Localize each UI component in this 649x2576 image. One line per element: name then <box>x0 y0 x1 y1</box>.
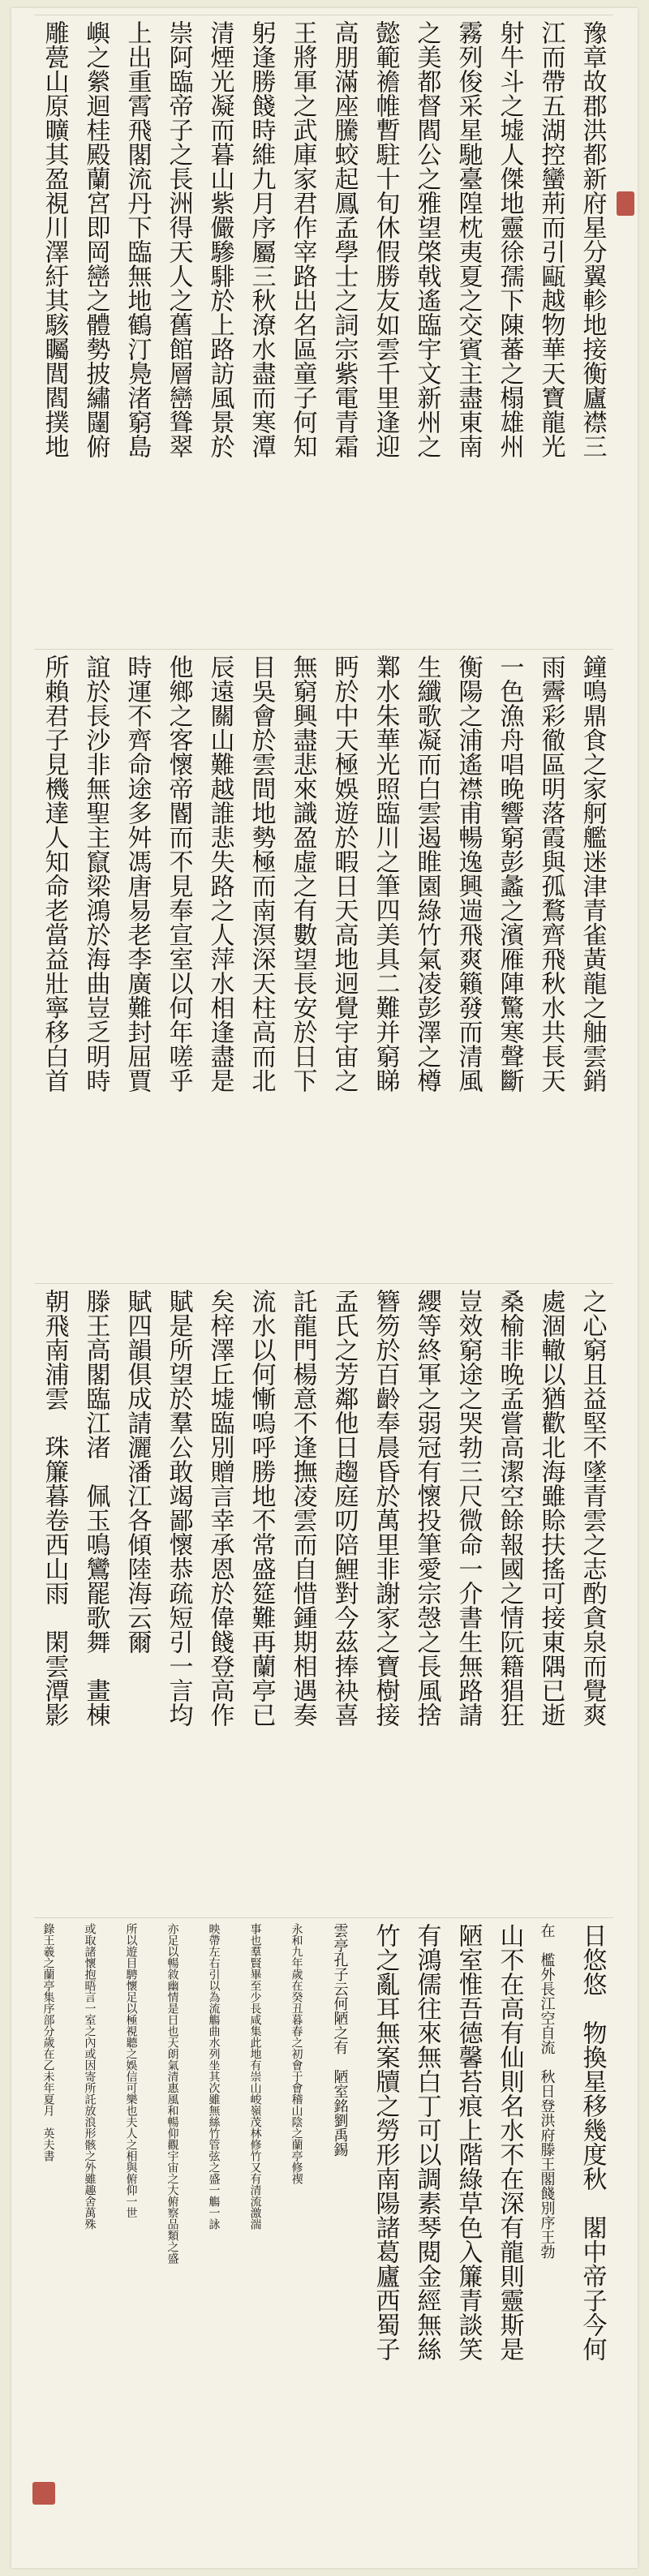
text-column: 雕甍山原曠其盈視川澤紆其駭矚閭閻撲地 <box>40 20 69 458</box>
panel-preface-part-1 <box>34 15 613 640</box>
text-column: 衡陽之浦遙襟甫暢逸興遄飛爽籟發而清風 <box>453 655 483 1093</box>
text-column: 無窮興盡悲來識盈虛之有數望長安於日下 <box>288 655 317 1093</box>
text-column: 誼於長沙非無聖主竄梁鴻於海曲豈乏明時 <box>81 655 110 1093</box>
text-column: 陋室惟吾德馨苔痕上階綠草色入簾青談笑 <box>453 1923 483 2361</box>
text-column: 所賴君子見機達人知命老當益壯寧移白首 <box>40 655 69 1093</box>
text-column: 射牛斗之墟人傑地靈徐孺下陳蕃之榻雄州 <box>495 20 524 458</box>
text-column: 鐘鳴鼎食之家舸艦迷津青雀黃龍之舳雲銷 <box>578 655 607 1093</box>
panel-preface-part-2 <box>34 649 613 1274</box>
text-column: 霧列俊采星馳臺隍枕夷夏之交賓主盡東南 <box>453 20 483 458</box>
text-column: 上出重霄飛閣流丹下臨無地鶴汀鳧渚窮島 <box>122 20 152 458</box>
text-column: 嶼之縈迴桂殿蘭宮即岡巒之體勢披繡闥俯 <box>81 20 110 458</box>
text-column: 孟氏之芳鄰他日趨庭叨陪鯉對今茲捧袂喜 <box>329 1289 359 1727</box>
text-column: 亦足以暢敘幽情是日也天朗氣清惠風和暢仰觀宇宙之大俯察品類之盛 <box>165 1923 179 2264</box>
text-column: 辰遠關山難越誰悲失路之人萍水相逢盡是 <box>205 655 234 1093</box>
text-column: 眄於中天極娛遊於暇日天高地迥覺宇宙之 <box>329 655 359 1093</box>
text-column: 江而帶五湖控蠻荊而引甌越物華天寶龍光 <box>536 20 565 458</box>
text-column: 竹之亂耳無案牘之勞形南陽諸葛廬西蜀子 <box>371 1923 400 2361</box>
text-column: 流水以何慚嗚呼勝地不常盛筵難再蘭亭已 <box>247 1289 276 1727</box>
text-column: 王將軍之武庫家君作宰路出名區童子何知 <box>288 20 317 458</box>
text-column: 滕王高閣臨江渚 佩玉鳴鸞罷歌舞 畫棟 <box>81 1289 110 1727</box>
text-column: 他鄉之客懷帝閽而不見奉宣室以何年嗟乎 <box>164 655 193 1093</box>
text-column: 豫章故郡洪都新府星分翼軫地接衡廬襟三 <box>578 20 607 458</box>
text-column: 雲亭孔子云何陋之有 陋室銘劉禹錫 <box>331 1923 349 2157</box>
text-column: 桑榆非晚孟嘗高潔空餘報國之情阮籍猖狂 <box>495 1289 524 1727</box>
text-column: 山不在高有仙則名水不在深有龍則靈斯是 <box>495 1923 524 2361</box>
text-column: 朝飛南浦雲 珠簾暮卷西山雨 閑雲潭影 <box>40 1289 69 1727</box>
signature-seal-icon <box>32 2482 55 2505</box>
text-column: 時運不齊命途多舛馮唐易老李廣難封屈賈 <box>122 655 152 1093</box>
text-column: 纓等終軍之弱冠有懷投筆愛宗愨之長風捨 <box>412 1289 441 1727</box>
panel-inscriptions <box>34 1917 613 2551</box>
text-column: 日悠悠 物換星移幾度秋 閣中帝子今何 <box>578 1923 607 2361</box>
text-column: 懿範襜帷暫駐十旬休假勝友如雲千里逢迎 <box>371 20 400 458</box>
text-column: 雨霽彩徹區明落霞與孤鶩齊飛秋水共長天 <box>536 655 565 1093</box>
text-column: 永和九年歲在癸丑暮春之初會于會稽山陰之蘭亭修禊 <box>290 1923 303 2184</box>
text-column: 鄴水朱華光照臨川之筆四美具二難并窮睇 <box>371 655 400 1093</box>
text-column: 之心窮且益堅不墜青雲之志酌貪泉而覺爽 <box>578 1289 607 1727</box>
text-column: 簪笏於百齡奉晨昏於萬里非謝家之寶樹接 <box>371 1289 400 1727</box>
text-column: 映帶左右引以為流觴曲水列坐其次雖無絲竹管弦之盛一觴一詠 <box>207 1923 221 2230</box>
text-column: 豈效窮途之哭勃三尺微命一介書生無路請 <box>453 1289 483 1727</box>
text-column: 高朋滿座騰蛟起鳳孟學士之詞宗紫電青霜 <box>329 20 359 458</box>
text-column: 事也羣賢畢至少長咸集此地有崇山峻嶺茂林修竹又有清流激湍 <box>248 1923 262 2230</box>
text-column: 有鴻儒往來無白丁可以調素琴閱金經無絲 <box>412 1923 441 2361</box>
text-column: 託龍門楊意不逢撫凌雲而自惜鍾期相遇奏 <box>288 1289 317 1727</box>
text-column: 清煙光凝而暮山紫儼驂騑於上路訪風景於 <box>205 20 234 458</box>
text-column: 在 檻外長江空自流 秋日登洪府滕王閣餞別序王勃 <box>538 1923 556 2259</box>
text-column: 一色漁舟唱晚響窮彭蠡之濱雁陣驚寒聲斷 <box>495 655 524 1093</box>
text-column: 或取諸懷抱晤言一室之內或因寄所託放浪形骸之外雖趣舍萬殊 <box>83 1923 97 2230</box>
text-column: 之美都督閻公之雅望棨戟遙臨宇文新州之 <box>412 20 441 458</box>
text-column: 躬逢勝餞時維九月序屬三秋潦水盡而寒潭 <box>247 20 276 458</box>
text-column: 矣梓澤丘墟臨別贈言幸承恩於偉餞登高作 <box>205 1289 234 1727</box>
text-column: 賦是所望於羣公敢竭鄙懷恭疏短引一言均 <box>164 1289 193 1727</box>
panel-preface-part-3 <box>34 1283 613 1908</box>
text-column: 生纖歌凝而白雲遏睢園綠竹氣凌彭澤之樽 <box>412 655 441 1093</box>
opening-seal-icon <box>617 191 634 216</box>
text-column: 錄王羲之蘭亭集序部分歲在乙未年夏月 英夫書 <box>41 1923 55 2162</box>
text-column: 處涸轍以猶歡北海雖賒扶搖可接東隅已逝 <box>536 1289 565 1727</box>
text-column: 所以遊目騁懷足以極視聽之娛信可樂也夫人之相與俯仰一世 <box>124 1923 138 2218</box>
text-column: 目吳會於雲間地勢極而南溟深天柱高而北 <box>247 655 276 1093</box>
text-column: 賦四韻俱成請灑潘江各傾陸海云爾 <box>122 1289 152 1654</box>
text-column: 崇阿臨帝子之長洲得天人之舊館層巒聳翠 <box>164 20 193 458</box>
